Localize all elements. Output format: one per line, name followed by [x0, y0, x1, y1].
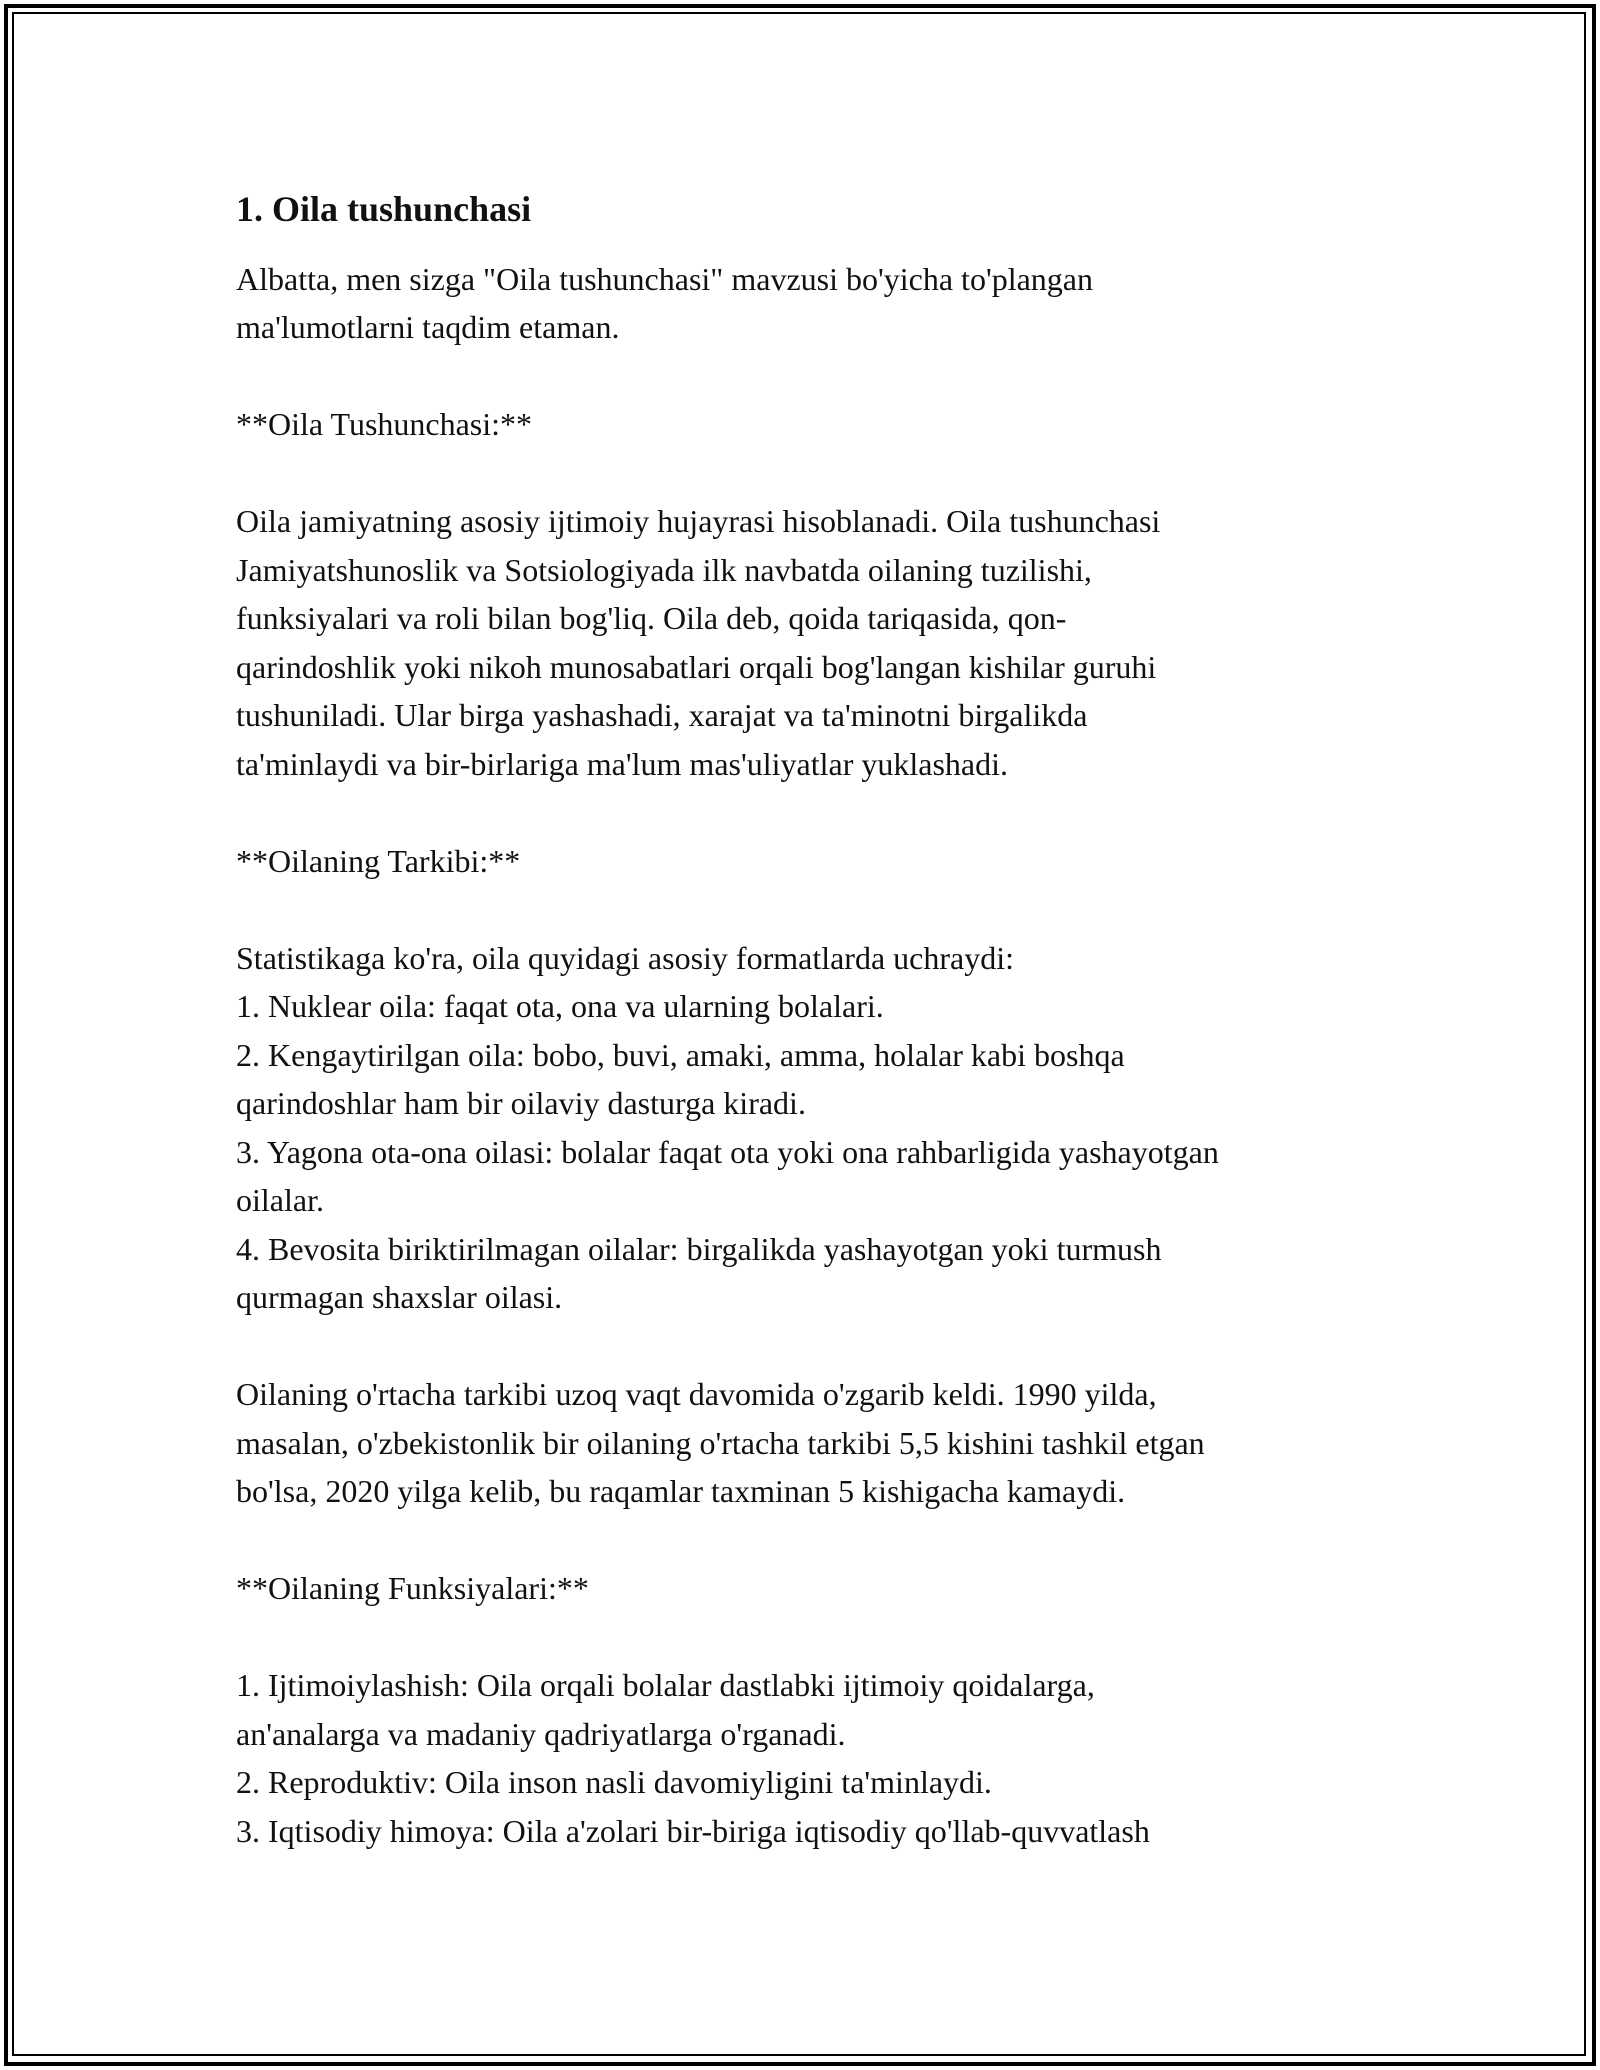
list-item: 2. Reproduktiv: Oila inson nasli davomiyligini ta'minlaydi. — [236, 1764, 992, 1801]
intro-paragraph: Albatta, men sizga "Oila tushunchasi" mavzusi bo'yicha to'plangan ma'lumotlarni taqdim etaman. — [236, 260, 1093, 346]
spacer — [236, 352, 1396, 401]
list-item: 1. Nuklear oila: faqat ota, ona va ularning bolalari. — [236, 988, 884, 1025]
document-heading: 1. Oila tushunchasi — [236, 189, 532, 229]
section-oilaning-tarkibi-note: Oilaning o'rtacha tarkibi uzoq vaqt davomida o'zgarib keldi. 1990 yilda, masalan, o'zbekistonlik bir oilaning o'rtacha tarkibi 5,5 kishini tashkil etgan bo'lsa, 2020 yilga kelib, bu raqamlar taxminan 5 kishigacha kamaydi. — [236, 1376, 1205, 1510]
document-body — [236, 186, 1396, 1855]
list-item: 2. Kengaytirilgan oila: bobo, buvi, amaki, amma, holalar kabi boshqa qarindoshlar ham bir oilaviy dasturga kiradi. — [236, 1036, 1125, 1122]
spacer — [236, 788, 1396, 837]
section-oila-tushunchasi-title: **Oila Tushunchasi:** — [236, 406, 533, 443]
spacer — [236, 1516, 1396, 1565]
spacer — [236, 1613, 1396, 1662]
list-item: 3. Iqtisodiy himoya: Oila a'zolari bir-biriga iqtisodiy qo'llab-quvvatlash — [236, 1812, 1150, 1849]
list-item: 1. Ijtimoiylashish: Oila orqali bolalar dastlabki ijtimoiy qoidalarga, an'analarga va madaniy qadriyatlarga o'rganadi. — [236, 1667, 1095, 1752]
section-oilaning-tarkibi-intro: Statistikaga ko'ra, oila quyidagi asosiy formatlarda uchraydi: — [236, 939, 1014, 976]
section-oilaning-funksiyalari-title: **Oilaning Funksiyalari:** — [236, 1570, 589, 1607]
spacer — [236, 885, 1396, 934]
list-item: 3. Yagona ota-ona oilasi: bolalar faqat ota yoki ona rahbarligida yashayotgan oilalar. — [236, 1133, 1219, 1219]
section-oila-tushunchasi-body: Oila jamiyatning asosiy ijtimoiy hujayrasi hisoblanadi. Oila tushunchasi Jamiyatshunoslik va Sotsiologiyada ilk navbatda oilaning tuzilishi, funksiyalari va roli bilan bog'liq. Oila deb, qoida tariqasida, qon- qarindoshlik yoki nikoh munosabatlari orqali bog'langan kishilar guruhi tushuniladi. Ular birga yashashadi, xarajat va ta'minotni birgalikda ta'minlaydi va bir-birlariga ma'lum mas'uliyatlar yuklashadi. — [236, 503, 1161, 782]
spacer — [236, 449, 1396, 498]
list-item: 4. Bevosita biriktirilmagan oilalar: birgalikda yashayotgan yoki turmush qurmagan shaxslar oilasi. — [236, 1230, 1162, 1316]
spacer — [236, 1322, 1396, 1371]
section-oilaning-tarkibi-title: **Oilaning Tarkibi:** — [236, 842, 521, 879]
